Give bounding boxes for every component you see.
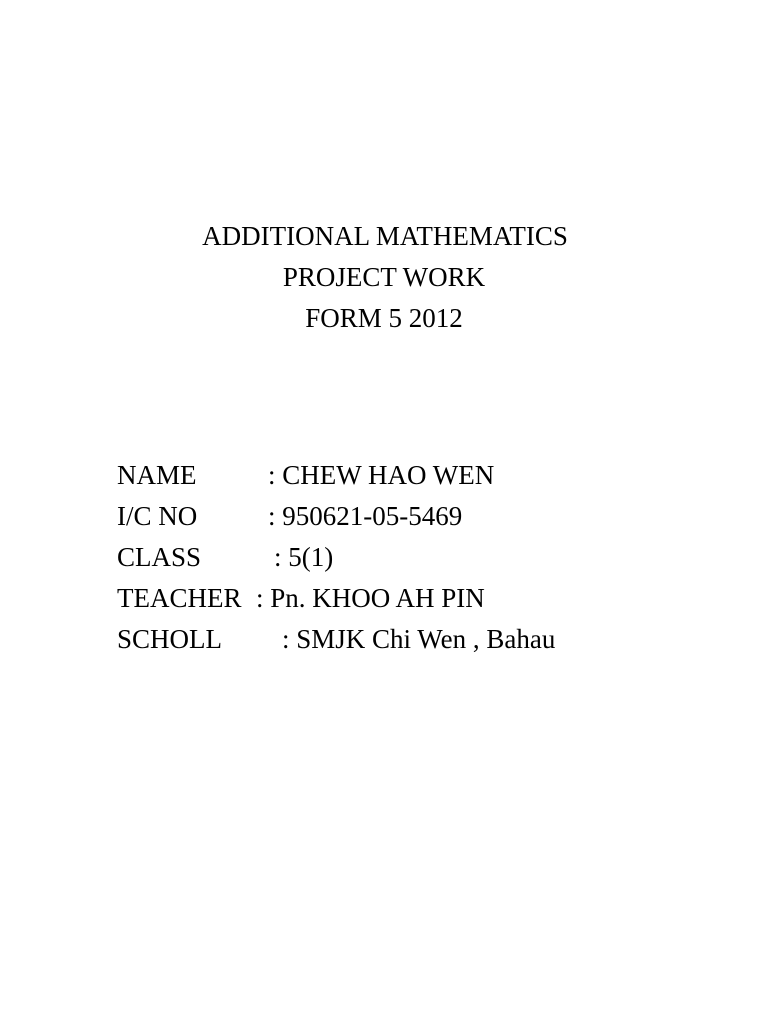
student-info-block	[117, 455, 737, 660]
info-row-ic	[117, 496, 737, 537]
info-row-class	[117, 537, 737, 578]
ic-value: : 950621-05-5469	[268, 501, 463, 531]
title-form-year: FORM 5 2012	[305, 303, 463, 333]
class-value: : 5(1)	[274, 542, 334, 572]
name-value: : CHEW HAO WEN	[268, 460, 495, 490]
teacher-label: TEACHER	[117, 583, 242, 613]
ic-label: I/C NO	[117, 501, 198, 531]
school-value: : SMJK Chi Wen , Bahau	[282, 624, 556, 654]
class-label: CLASS	[117, 542, 202, 572]
school-label: SCHOLL	[117, 624, 223, 654]
info-row-school	[117, 619, 737, 660]
name-label: NAME	[117, 460, 197, 490]
title-project-work: PROJECT WORK	[282, 262, 486, 292]
title-subject: ADDITIONAL MATHEMATICS	[202, 221, 568, 251]
teacher-value: : Pn. KHOO AH PIN	[256, 583, 485, 613]
info-row-teacher	[117, 578, 737, 619]
info-row-name	[117, 455, 737, 496]
title-block	[0, 216, 768, 339]
